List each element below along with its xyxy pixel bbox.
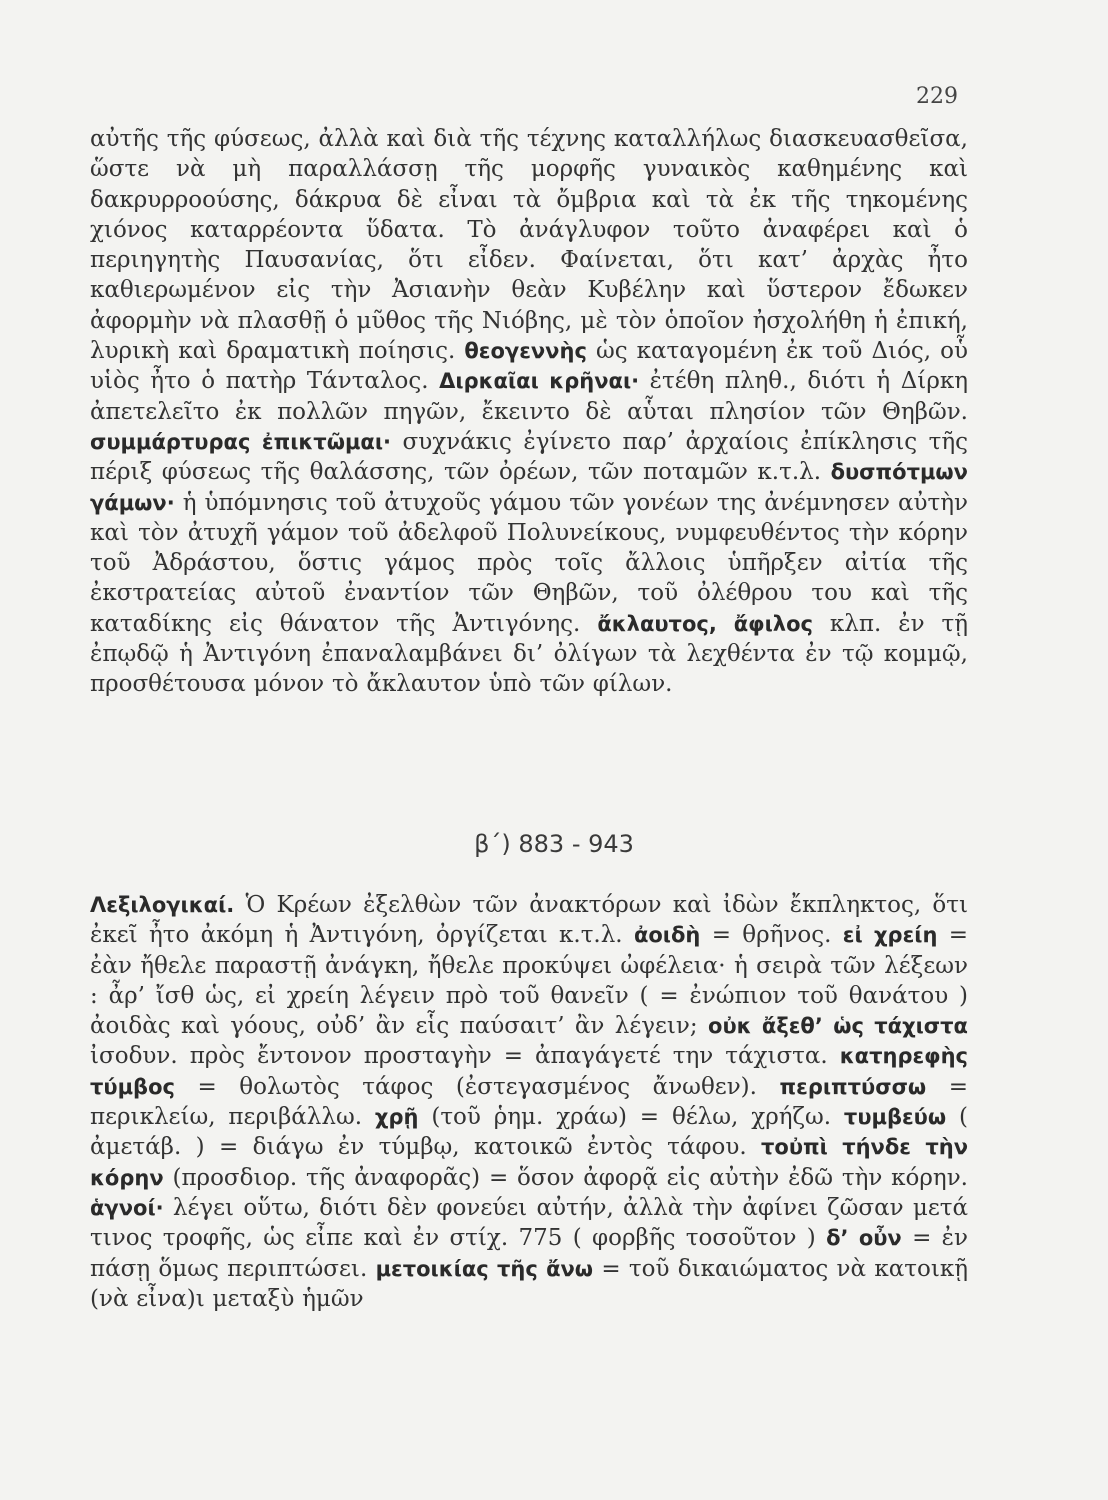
lemma-term: Λεξιλογικαί.	[90, 893, 235, 917]
paragraph-text	[90, 124, 968, 700]
commentary-text: αὐτῆς τῆς φύσεως, ἀλλὰ καὶ διὰ τῆς τέχνης καταλλήλως διασκευασθεῖσα, ὥστε νὰ μὴ παραλλάσσῃ τῆς μορφῆς γυναικὸς καθημένης καὶ δακρυρροούσης, δάκρυα δὲ εἶναι τὰ ὄμβρια καὶ τὰ ἐκ τῆς τηκομένης χιόνος καταρρέοντα ὕδατα. Τὸ ἀνάγλυφον τοῦτο ἀναφέρει καὶ ὁ περιηγητὴς Παυσανίας, ὅτι εἶδεν. Φαίνεται, ὅτι κατ’ ἀρχὰς ἦτο καθιερωμένον εἰς τὴν Ἀσιανὴν θεὰν Κυβέλην καὶ ὕστερον ἔδωκεν ἀφορμὴν νὰ πλασθῇ ὁ μῦθος τῆς Νιόβης, μὲ τὸν ὁποῖον ἠσχολήθη ἡ ἐπική, λυρικὴ καὶ δραματικὴ ποίησις.	[90, 126, 968, 365]
commentary-paragraph-1	[90, 124, 968, 700]
lemma-term: Διρκαῖαι κρῆναι·	[439, 369, 640, 394]
lemma-term: οὐκ ἄξεθ’ ὡς τάχιστα	[708, 1014, 968, 1039]
lemma-term: περιπτύσσω	[779, 1074, 927, 1099]
commentary-text: (προσδιορ. τῆς ἀναφορᾶς) = ὅσον ἀφορᾷ εἰς αὐτὴν ἐδῶ τὴν κόρην.	[163, 1164, 968, 1191]
commentary-text: συχνάκις ἐγίνετο παρ’ ἀρχαίοις ἐπίκλησις τῆς πέριξ φύσεως τῆς θαλάσσης, τῶν ὀρέων, τῶν ποταμῶν κ.τ.λ.	[90, 428, 968, 486]
commentary-text: κλπ. ἐν τῇ ἐπῳδῷ ἡ Ἀντιγόνη ἐπαναλαμβάνει δι’ ὀλίγων τὰ λεχθέντα ἐν τῷ κομμῷ, προσθέτουσα μόνον τὸ ἄκλαυτον ὑπὸ τῶν φίλων.	[90, 610, 969, 698]
lemma-term: δ’ οὖν	[826, 1226, 902, 1251]
lemma-term: ἁγνοί·	[90, 1195, 164, 1220]
commentary-text: λέγει οὕτω, διότι δὲν φονεύει αὐτήν, ἀλλὰ τὴν ἀφίνει ζῶσαν μετά τινος τροφῆς, ὡς εἶπε καὶ ἐν στίχ. 775 ( φορβῆς τοσοῦτον )	[90, 1194, 968, 1252]
lemma-term: μετοικίας τῆς ἄνω	[375, 1256, 594, 1281]
lemma-term: συμμάρτυρας ἐπικτῶμαι·	[90, 429, 391, 454]
commentary-text: ἰσοδυν. πρὸς ἔντονον προσταγὴν = ἀπαγάγετέ την τάχιστα.	[90, 1043, 840, 1070]
lemma-term: τοὐπὶ τήνδε τὴν κόρην	[90, 1135, 968, 1190]
commentary-text: = θρῆνος.	[700, 922, 843, 949]
lemma-term: ἄκλαυτος, ἄφιλος	[597, 611, 813, 636]
commentary-text: (τοῦ ῥημ. χράω) = θέλω, χρήζω.	[418, 1104, 844, 1131]
paragraph-text	[90, 890, 968, 1314]
commentary-text: ὡς καταγομένη ἐκ τοῦ Διός, οὗ υἱὸς ἦτο ὁ πατὴρ Τάνταλος.	[90, 338, 968, 395]
commentary-text: ἐτέθη πληθ., διότι ἡ Δίρκη ἀπετελεῖτο ἐκ πολλῶν πηγῶν, ἔκειντο δὲ αὗται πλησίον τῶν Θηβῶν.	[90, 368, 968, 425]
lemma-term: ἀοιδὴ	[633, 923, 701, 948]
lemma-term: θεογεννὴς	[464, 339, 587, 364]
lemma-term: δυσπότμων γάμων·	[90, 460, 968, 515]
commentary-text: = περικλείω, περιβάλλω.	[90, 1073, 968, 1131]
lemma-term: κατηρεφὴς τύμβος	[90, 1044, 968, 1099]
commentary-text: Ὁ Κρέων ἐξελθὼν τῶν ἀνακτόρων καὶ ἰδὼν ἔκπληκτος, ὅτι ἐκεῖ ἦτο ἀκόμη ἡ Ἀντιγόνη, ὀργίζεται κ.τ.λ.	[90, 892, 968, 949]
section-heading: β΄) 883 - 943	[474, 830, 634, 858]
commentary-text: = θολωτὸς τάφος (ἐστεγασμένος ἄνωθεν).	[174, 1073, 780, 1100]
commentary-text: ἡ ὑπόμνησις τοῦ ἀτυχοῦς γάμου τῶν γονέων της ἀνέμνησεν αὐτὴν καὶ τὸν ἀτυχῆ γάμον τοῦ ἀδελφοῦ Πολυνείκους, νυμφευθέντος τὴν κόρην τοῦ Ἀδράστου, ὅστις γάμος πρὸς τοῖς ἄλλοις ὑπῆρξεν αἰτία τῆς ἐκστρατείας αὐτοῦ ἐναντίον τῶν Θηβῶν, τοῦ ὀλέθρου του καὶ τῆς καταδίκης εἰς θάνατον τῆς Ἀντιγόνης.	[90, 489, 968, 637]
commentary-text: = τοῦ δικαιώματος νὰ κατοικῇ (νὰ εἶνα)ι μεταξὺ ἡμῶν	[90, 1255, 968, 1312]
commentary-text: = ἐν πάσῃ ὅμως περιπτώσει.	[90, 1225, 968, 1282]
commentary-text: = ἐὰν ἤθελε παραστῇ ἀνάγκη, ἤθελε προκύψει ὠφέλεια· ἡ σειρὰ τῶν λέξεων : ἆρ’ ἴσθ ὡς, εἰ χρείη λέγειν πρὸ τοῦ θανεῖν ( = ἐνώπιον τοῦ θανάτου ) ἀοιδὰς καὶ γόους, οὐδ’ ἂν εἷς παύσαιτ’ ἂν λέγειν;	[90, 922, 969, 1040]
commentary-paragraph-2	[90, 890, 968, 1314]
lemma-term: τυμβεύω	[843, 1105, 947, 1130]
commentary-text: ( ἀμετάβ. ) = διάγω ἐν τύμβῳ, κατοικῶ ἐντὸς τάφου.	[90, 1104, 968, 1161]
page-number: 229	[916, 84, 958, 109]
lemma-term: χρῇ	[374, 1105, 419, 1130]
lemma-term: εἰ χρείη	[842, 923, 938, 948]
